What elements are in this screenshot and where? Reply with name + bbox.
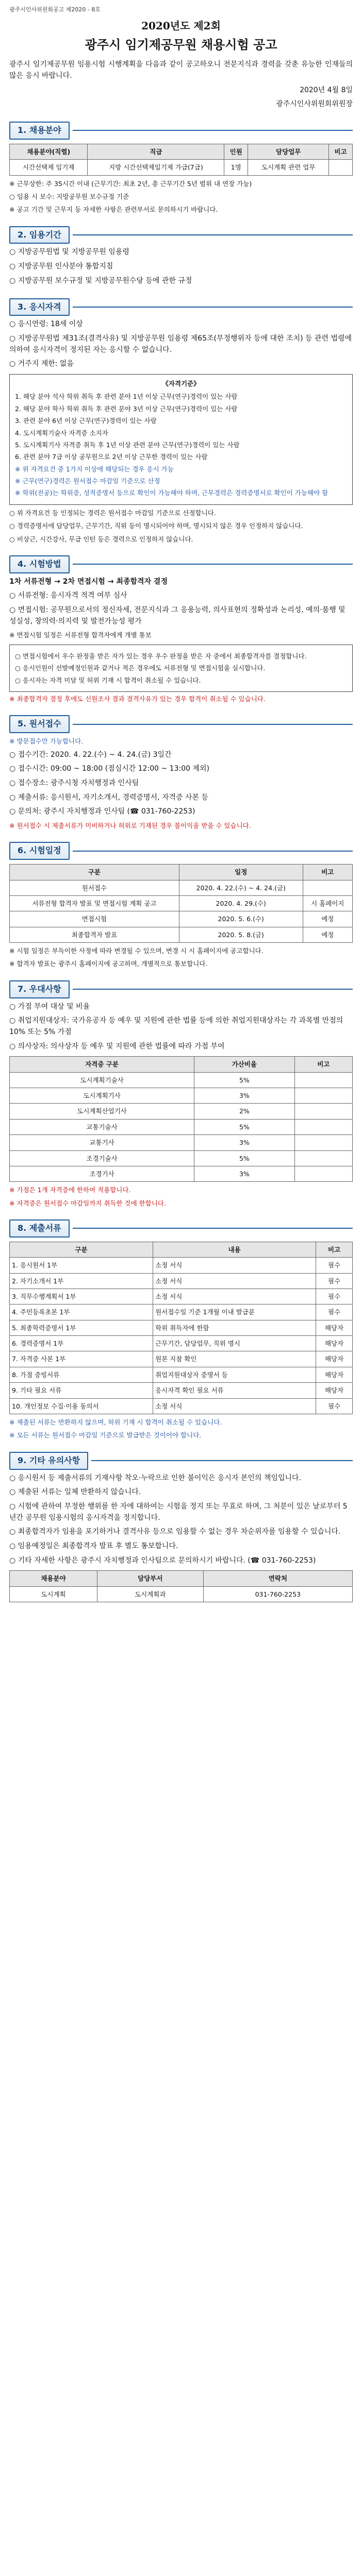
table-cell: 원본 지참 확인 [153, 1351, 316, 1367]
table-cell: 2020. 5. 8.(금) [179, 927, 303, 942]
section-2-header [9, 226, 353, 244]
table-header: 채용분야 [10, 1571, 97, 1586]
list-item: ○ 지방공무원법 및 지방공무원 임용령 [9, 248, 129, 257]
list-item: ○ 가점 부여 대상 및 비율 [9, 1002, 90, 1011]
table-cell: 조경기사 [10, 1166, 194, 1181]
table-cell: 서류전형 합격자 발표 및 면접시험 계획 공고 [10, 895, 179, 911]
table-cell: 2020. 4. 22.(수) ~ 4. 24.(금) [179, 880, 303, 895]
table-cell [294, 1150, 352, 1166]
table-row [10, 1320, 353, 1335]
note-line: ※ 공고 기간 및 근무지 등 자세한 사항은 관련부서로 문의하시기 바랍니다. [9, 206, 218, 214]
section-3-list [9, 319, 353, 370]
table-cell [294, 1135, 352, 1150]
table-header: 일정 [179, 865, 303, 880]
bonus-points-table [9, 1056, 353, 1182]
table-cell: 3. 직무수행계획서 1부 [10, 1289, 153, 1304]
table-cell: 근무기간, 담당업무, 직위 명시 [153, 1336, 316, 1351]
table-row [10, 1586, 353, 1602]
section-9-list [9, 1473, 353, 1567]
list-item: ○ 지방공무원 인사분야 통합지침 [9, 262, 113, 271]
table-row [10, 1072, 353, 1088]
table-cell: 응시자격 확인 필요 서류 [153, 1383, 316, 1398]
table-row [10, 895, 353, 911]
table-cell: 2020. 5. 6.(수) [179, 911, 303, 927]
list-item: ○ 최종합격자가 임용을 포기하거나 결격사유 등으로 임용할 수 없는 경우 차순위자를 임용할 수 있습니다. [9, 1528, 341, 1536]
section-3-header [9, 298, 353, 316]
table-cell: 교통기술사 [10, 1119, 194, 1134]
section-divider [73, 234, 353, 235]
table-cell: 학위 취득자에 한함 [153, 1320, 316, 1335]
section-1-notes [9, 179, 353, 215]
qualification-item: 5. 도시계획기사 자격증 취득 후 1년 이상 관련 분야 근무(연구)경력이 있는 사람 [15, 440, 240, 449]
section-7-header [9, 980, 353, 998]
table-cell [329, 160, 353, 175]
list-item: ○ 시험에 관하여 부정한 행위를 한 자에 대하여는 시험을 정지 또는 무효로 하며, 그 처분이 있은 날로부터 5년간 공무원 임용시험의 응시자격을 정지합니다. [9, 1502, 348, 1522]
note-line: ※ 근무상한: 주 35시간 이내 (근무기간: 최초 2년, 총 근무기간 5년 범위 내 연장 가능) [9, 179, 252, 188]
section-8-header [9, 1219, 353, 1238]
list-item: ○ 접수시간: 09:00 ~ 18:00 (점심시간 12:00 ~ 13:00 제외) [9, 765, 209, 773]
note-line: ※ 시험 일정은 부득이한 사정에 따라 변경될 수 있으며, 변경 시 시 홈페이지에 공고합니다. [9, 947, 264, 955]
list-item: ○ 의사상자: 의사상자 등 예우 및 지원에 관한 법률에 따라 가점 부여 [9, 1042, 225, 1050]
table-cell: 필수 [316, 1289, 353, 1304]
notice-intro: 광주시 임기제공무원 임용시험 시행계획을 다음과 같이 공고하오니 전문지식과 경력을 갖춘 유능한 인재들의 많은 응시 바랍니다. [9, 60, 353, 80]
table-row [10, 1258, 353, 1273]
section-5-list [9, 736, 353, 831]
table-row [10, 1351, 353, 1367]
list-item: ○ 임용예정일은 최종합격자 발표 후 별도 통보합니다. [9, 1541, 178, 1550]
section-divider [73, 989, 353, 990]
list-item: ○ 접수장소: 광주시청 자치행정과 인사팀 [9, 778, 139, 787]
table-header: 구분 [10, 865, 179, 880]
section-6-notes [9, 946, 353, 969]
note-line: ※ 모든 서류는 원서접수 마감일 기준으로 발급받은 것이어야 합니다. [9, 1431, 202, 1439]
section-1-header [9, 122, 353, 140]
list-item: ○ 서류전형: 응시자격 적격 여부 심사 [9, 591, 127, 600]
table-row [10, 911, 353, 927]
list-item: ○ 거주지 제한: 없음 [9, 360, 74, 368]
list-item: ○ 기타 자세한 사항은 광주시 자치행정과 인사팀으로 문의하시기 바랍니다. (☎ 031-760-2253) [9, 1556, 316, 1565]
table-cell: 소정 서식 [153, 1398, 316, 1414]
list-item: ○ 지방공무원법 제31조(결격사유) 및 지방공무원 임용령 제65조(부정행위자 등에 대한 조치) 등 관련 법령에 의하여 응시자격이 정지된 자는 응시할 수 없습니다. [9, 334, 352, 354]
list-item: ○ 접수기간: 2020. 4. 22.(수) ~ 4. 24.(금) 3일간 [9, 750, 172, 759]
qualification-item: 1. 해당 분야 석사 학위 취득 후 관련 분야 1년 이상 근무(연구)경력이 있는 사람 [15, 393, 238, 401]
table-cell: 예정 [303, 927, 352, 942]
section-4-header [9, 555, 353, 573]
notice-item: ○ 면접시험에서 우수 판정을 받은 자가 있는 경우 우수 판정을 받은 자 중에서 최종합격자를 결정합니다. [15, 652, 307, 660]
note-line: ※ 자격증은 원서접수 마감일까지 취득한 것에 한합니다. [9, 1199, 166, 1207]
table-cell: 소정 서식 [153, 1273, 316, 1289]
table-cell: 취업지원대상자 증명서 등 [153, 1367, 316, 1382]
notice-number: 광주시인사위원회공고 제2020 - 8호 [9, 6, 101, 13]
section-divider [73, 564, 353, 565]
table-cell: 예정 [303, 911, 352, 927]
table-row [10, 1383, 353, 1398]
table-row [10, 1166, 353, 1181]
section-divider [73, 307, 353, 308]
section-divider [73, 1228, 353, 1229]
section-5-title: 5. 원서접수 [9, 715, 70, 733]
table-cell [294, 1104, 352, 1119]
table-cell: 5. 최종학력증명서 1부 [10, 1320, 153, 1335]
table-cell: 면접시험 [10, 911, 179, 927]
note-line: ※ 가점은 1개 자격증에 한하여 적용합니다. [9, 1186, 131, 1194]
schedule-table [9, 864, 353, 943]
table-cell: 4. 주민등록초본 1부 [10, 1304, 153, 1320]
list-item: ○ 제출된 서류는 일체 반환하지 않습니다. [9, 1488, 141, 1497]
table-row [10, 1273, 353, 1289]
table-row [10, 1119, 353, 1134]
table-cell: 1. 응시원서 1부 [10, 1258, 153, 1273]
documents-table [9, 1242, 353, 1414]
table-header: 가산비율 [194, 1057, 294, 1072]
exam-flow: 1차 서류전형 → 2차 면접시험 → 최종합격자 결정 [9, 577, 168, 586]
qualification-item: ※ 근무(연구)경력은 원서접수 마감일 기준으로 산정 [15, 477, 160, 485]
table-cell: 도시계획기술사 [10, 1072, 194, 1088]
list-item: ※ 면접시험 일정은 서류전형 합격자에게 개별 통보 [9, 631, 152, 639]
footnote: ○ 비상근, 시간강사, 무급 인턴 등은 경력으로 인정하지 않습니다. [9, 535, 193, 543]
table-cell: 3% [194, 1135, 294, 1150]
table-cell: 필수 [316, 1398, 353, 1414]
section-7-notes [9, 1185, 353, 1208]
table-cell: 3% [194, 1166, 294, 1181]
section-8-notes [9, 1417, 353, 1440]
table-cell: 필수 [316, 1258, 353, 1273]
table-cell: 8. 가점 증빙서류 [10, 1367, 153, 1382]
section-4-title: 4. 시험방법 [9, 555, 70, 573]
table-row [10, 1088, 353, 1104]
section-7-title: 7. 우대사항 [9, 980, 70, 998]
table-cell: 9. 기타 필요 서류 [10, 1383, 153, 1398]
recruitment-table [9, 144, 353, 176]
table-row [10, 1304, 353, 1320]
table-header: 구분 [10, 1242, 153, 1257]
list-item: ○ 제출서류: 응시원서, 자기소개서, 경력증명서, 자격증 사본 등 [9, 793, 209, 802]
table-cell: 필수 [316, 1304, 353, 1320]
table-cell: 조경기술사 [10, 1150, 194, 1166]
qualification-item: 4. 도시계획기술사 자격증 소지자 [15, 429, 108, 437]
footnote: ○ 위 자격요건 등 인정되는 경력은 원서접수 마감일 기준으로 산정합니다. [9, 509, 216, 517]
section-8-title: 8. 제출서류 [9, 1219, 70, 1238]
table-cell: 3% [194, 1088, 294, 1104]
exam-warning: ※ 최종합격자 결정 후에도 신원조사 결과 결격사유가 있는 경우 합격이 취소될 수 있습니다. [9, 694, 266, 703]
table-header: 담당업무 [248, 144, 329, 159]
list-item: ○ 지방공무원 보수규정 및 지방공무원수당 등에 관한 규정 [9, 276, 192, 285]
note-line: ※ 합격자 발표는 광주시 홈페이지에 공고하며, 개별적으로 통보합니다. [9, 960, 208, 968]
qualification-box [9, 374, 353, 505]
contact-table [9, 1570, 353, 1602]
table-cell: 지방 시간선택제임기제 가급(7급) [88, 160, 224, 175]
table-header: 담당부서 [97, 1571, 203, 1586]
table-cell: 2. 자기소개서 1부 [10, 1273, 153, 1289]
table-cell: 해당자 [316, 1383, 353, 1398]
table-cell [294, 1072, 352, 1088]
table-header: 내용 [153, 1242, 316, 1257]
list-item: ○ 취업지원대상자: 국가유공자 등 예우 및 지원에 관한 법률 등에 의한 취업지원대상자는 각 과목별 만점의 10% 또는 5% 가점 [9, 1016, 343, 1036]
table-cell: 해당자 [316, 1336, 353, 1351]
note-line: ○ 임용 시 보수: 지방공무원 보수규정 기준 [9, 192, 129, 200]
table-cell: 교통기사 [10, 1135, 194, 1150]
notice-item: ○ 응시인원이 선발예정인원과 같거나 적은 경우에도 서류전형 및 면접시험을 실시합니다. [15, 664, 266, 672]
table-cell: 5% [194, 1119, 294, 1134]
table-cell: 해당자 [316, 1367, 353, 1382]
table-cell: 도시계획 [10, 1586, 97, 1602]
section-3-footnotes [9, 508, 353, 544]
table-cell: 2% [194, 1104, 294, 1119]
table-cell: 도시계획산업기사 [10, 1104, 194, 1119]
table-header: 연락처 [203, 1571, 352, 1586]
table-cell: 2020. 4. 29.(수) [179, 895, 303, 911]
notice-item: ○ 응시자는 자격 미달 및 허위 기재 시 합격이 취소될 수 있습니다. [15, 676, 201, 684]
table-cell [294, 1088, 352, 1104]
table-header: 인원 [224, 144, 248, 159]
table-cell: 시간선택제 임기제 [10, 160, 88, 175]
section-9-header [9, 1452, 353, 1470]
table-cell: 최종합격자 발표 [10, 927, 179, 942]
table-header: 비고 [329, 144, 353, 159]
section-9-title: 9. 기타 유의사항 [9, 1452, 88, 1470]
section-6-header [9, 842, 353, 860]
table-cell: 1명 [224, 160, 248, 175]
table-row [10, 1104, 353, 1119]
table-row [10, 1135, 353, 1150]
section-2-title: 2. 임용기간 [9, 226, 70, 244]
list-item: ○ 응시원서 등 제출서류의 기재사항 착오·누락으로 인한 불이익은 응시자 본인의 책임입니다. [9, 1473, 302, 1482]
table-cell: 필수 [316, 1273, 353, 1289]
table-cell: 7. 자격증 사본 1부 [10, 1351, 153, 1367]
section-6-title: 6. 시험일정 [9, 842, 70, 860]
table-cell: 원서접수일 기준 1개월 이내 발급분 [153, 1304, 316, 1320]
table-cell: 031-760-2253 [203, 1586, 352, 1602]
table-cell: 도시계획기사 [10, 1088, 194, 1104]
section-1-title: 1. 채용분야 [9, 122, 70, 140]
qualification-item: ※ 학위(전공)는 학위증, 성적증명서 등으로 확인이 가능해야 하며, 근무경력은 경력증명서로 확인이 가능해야 함 [15, 489, 328, 497]
table-header: 채용분야(직렬) [10, 144, 88, 159]
table-header: 비고 [303, 865, 352, 880]
table-header: 비고 [294, 1057, 352, 1072]
section-divider [91, 1460, 353, 1461]
application-warning: ※ 원서접수 시 제출서류가 미비하거나 허위로 기재된 경우 불이익을 받을 수 있습니다. [9, 821, 251, 829]
section-divider [73, 130, 353, 131]
notice-signer: 광주시인사위원회위원장 [276, 100, 353, 109]
list-item: ○ 응시연령: 18세 이상 [9, 320, 83, 329]
list-item: ○ 면접시험: 공무원으로서의 정신자세, 전문지식과 그 응용능력, 의사표현의 정확성과 논리성, 예의·품행 및 성실성, 창의력·의지력 및 발전가능성 평가 [9, 606, 345, 625]
section-7-list [9, 1002, 353, 1053]
qualification-item: ※ 위 자격요건 중 1가지 이상에 해당되는 경우 응시 가능 [15, 465, 174, 473]
table-cell: 5% [194, 1150, 294, 1166]
table-cell [294, 1166, 352, 1181]
table-row [10, 1367, 353, 1382]
note-line: ※ 제출된 서류는 반환하지 않으며, 허위 기재 시 합격이 취소될 수 있습니다. [9, 1418, 222, 1426]
section-4-list [9, 577, 353, 640]
table-cell: 5% [194, 1072, 294, 1088]
table-cell: 원서접수 [10, 880, 179, 895]
table-row [10, 880, 353, 895]
notice-title-line2: 광주시 임기제공무원 채용시험 공고 [85, 37, 277, 53]
table-cell: 6. 경력증명서 1부 [10, 1336, 153, 1351]
section-2-list [9, 247, 353, 286]
table-cell: 시 홈페이지 [303, 895, 352, 911]
section-5-header [9, 715, 353, 733]
table-cell: 해당자 [316, 1351, 353, 1367]
table-cell: 해당자 [316, 1320, 353, 1335]
table-header: 자격증 구분 [10, 1057, 194, 1072]
table-cell [294, 1119, 352, 1134]
section-3-title: 3. 응시자격 [9, 298, 70, 316]
application-note: ※ 방문접수만 가능합니다. [9, 737, 84, 745]
qualification-item: 3. 관련 분야 6년 이상 근무(연구)경력이 있는 사람 [15, 417, 157, 425]
exam-notice-box [9, 645, 353, 692]
table-cell: 10. 개인정보 수집·이용 동의서 [10, 1398, 153, 1414]
notice-date: 2020년 4월 8일 [300, 86, 353, 94]
table-cell: 소정 서식 [153, 1258, 316, 1273]
table-header: 직급 [88, 144, 224, 159]
table-row [10, 1336, 353, 1351]
qualification-item: 6. 관련 분야 7급 이상 공무원으로 2년 이상 근무한 경력이 있는 사람 [15, 453, 208, 461]
list-item: ○ 문의처: 광주시 자치행정과 인사팀 (☎ 031-760-2253) [9, 807, 195, 816]
section-divider [73, 851, 353, 852]
table-row [10, 1398, 353, 1414]
table-cell: 도시계획과 [97, 1586, 203, 1602]
table-row [10, 1150, 353, 1166]
table-cell [303, 880, 352, 895]
footnote: ○ 경력증명서에 담당업무, 근무기간, 직위 등이 명시되어야 하며, 명시되지 않은 경우 인정하지 않습니다. [9, 522, 303, 530]
table-cell: 도시계획 관련 업무 [248, 160, 329, 175]
table-row [10, 927, 353, 942]
qualification-box-title: 《자격기준》 [162, 380, 200, 388]
table-header: 비고 [316, 1242, 353, 1257]
qualification-item: 2. 해당 분야 학사 학위 취득 후 관련 분야 3년 이상 근무(연구)경력이 있는 사람 [15, 404, 238, 413]
notice-title-line1: 2020년도 제2회 [141, 20, 221, 32]
section-divider [73, 724, 353, 725]
table-cell: 소정 서식 [153, 1289, 316, 1304]
table-row [10, 1289, 353, 1304]
